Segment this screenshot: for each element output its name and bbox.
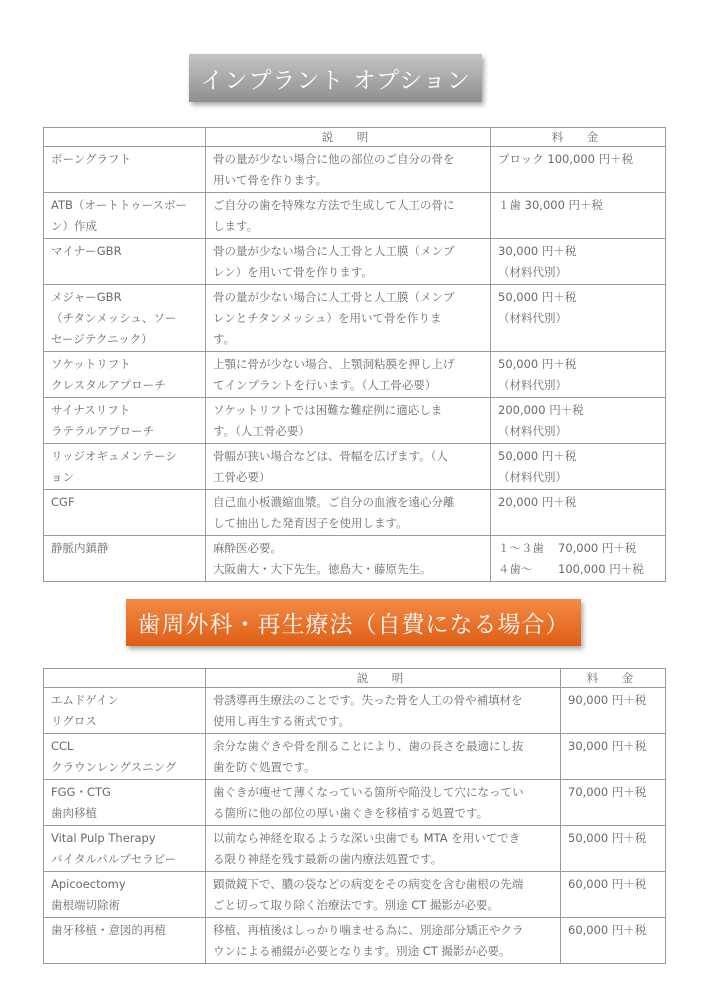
description-cell <box>206 734 561 780</box>
name-line: Vital Pulp Therapy <box>51 831 156 845</box>
fee-cell <box>491 147 666 193</box>
treatment-name-cell <box>44 352 206 398</box>
fee-line: 50,000 円＋税 <box>498 290 577 304</box>
desc-line: 骨の量が少ない場合に人工骨と人工膜（メンブ <box>213 290 455 304</box>
fee-line: （材料代別） <box>498 265 567 279</box>
desc-line: 歯ぐきが痩せて薄くなっている箇所や陥没して穴になってい <box>213 785 524 799</box>
fee-cell <box>491 398 666 444</box>
implant-options-table <box>43 127 666 582</box>
desc-line: 麻酔医必要。 <box>213 541 282 555</box>
section-title: インプラント オプション <box>200 67 471 94</box>
description-cell <box>206 193 491 239</box>
header-description: 説 明 <box>206 128 491 147</box>
header-blank <box>44 128 206 147</box>
name-line: 歯牙移植・意図的再植 <box>51 923 166 937</box>
name-line: バイタルパルプセラピー <box>51 852 177 866</box>
table-row <box>44 918 666 964</box>
name-line: 歯根端切除術 <box>51 898 120 912</box>
name-line: リッジオギュメンテーシ <box>51 449 177 463</box>
fee-line: （材料代別） <box>498 311 567 325</box>
fee-line: 30,000 円＋税 <box>568 739 647 753</box>
desc-line: レンとチタンメッシュ）を用いて骨を作りま <box>213 311 442 325</box>
treatment-name-cell <box>44 239 206 285</box>
treatment-name-cell <box>44 688 206 734</box>
description-cell <box>206 239 491 285</box>
desc-line: 移植、再植後はしっかり噛ませる為に、別途部分矯正やクラ <box>213 923 524 937</box>
fee-line: （材料代別） <box>498 470 567 484</box>
desc-line: てインプラントを行います。（人工骨必要） <box>213 378 437 392</box>
table-row <box>44 826 666 872</box>
periodontal-surgery-banner <box>126 599 581 646</box>
fee-tier <box>498 559 658 580</box>
description-cell <box>206 285 491 352</box>
desc-line: 顕微鏡下で、膿の袋などの病変をその病変を含む歯根の先端 <box>213 877 524 891</box>
desc-line: レン）を用いて骨を作ります。 <box>213 265 373 279</box>
desc-line: ご自分の歯を特殊な方法で生成して人工の骨に <box>213 198 455 212</box>
name-line: FGG・CTG <box>51 785 111 799</box>
desc-line: 余分な歯ぐきや骨を削ることにより、歯の長さを最適にし抜 <box>213 739 524 753</box>
header-description: 説 明 <box>206 669 561 688</box>
name-line: エムドゲイン <box>51 693 119 707</box>
desc-line: して抽出した発育因子を使用します。 <box>213 516 408 530</box>
fee-line: １歯 30,000 円＋税 <box>498 198 604 212</box>
desc-line: 骨の量が少ない場合に他の部位のご自分の骨を <box>213 152 455 166</box>
name-line: ソケットリフト <box>51 357 131 371</box>
fee-line: 60,000 円＋税 <box>568 923 647 937</box>
section-title: 歯周外科・再生療法（自費になる場合） <box>137 612 570 638</box>
description-cell <box>206 398 491 444</box>
name-line: クレスタルアプローチ <box>51 378 166 392</box>
desc-line: ごと切って取り除く治療法です。別途 CT 撮影が必要。 <box>213 898 499 912</box>
desc-line: る箇所に他の部位の厚い歯ぐきを移植する処置です。 <box>213 806 489 820</box>
treatment-name-cell <box>44 490 206 536</box>
fee-line: 200,000 円＋税 <box>498 403 584 417</box>
description-cell <box>206 490 491 536</box>
table-row <box>44 872 666 918</box>
fee-tier-range: ４歯～ <box>498 562 533 576</box>
header-blank <box>44 669 206 688</box>
desc-line: 工骨必要） <box>213 470 271 484</box>
desc-line: 自己血小板濃縮血漿。ご自分の血液を遠心分離 <box>213 495 455 509</box>
desc-line: す。（人工骨必要） <box>213 424 310 438</box>
fee-tier-price: 70,000 円＋税 <box>558 541 637 555</box>
table-row <box>44 239 666 285</box>
fee-line: 50,000 円＋税 <box>568 831 647 845</box>
name-line: CCL <box>51 739 74 753</box>
description-cell <box>206 780 561 826</box>
name-line: 歯肉移植 <box>51 806 97 820</box>
name-line: セージテクニック） <box>51 332 153 346</box>
fee-cell <box>491 444 666 490</box>
name-line: CGF <box>51 495 75 509</box>
name-line: メジャーGBR <box>51 290 122 304</box>
desc-line: す。 <box>213 332 236 346</box>
header-fee: 料 金 <box>561 669 666 688</box>
name-line: ボーングラフト <box>51 152 132 166</box>
desc-line: 骨幅が狭い場合などは、骨幅を広げます。（人 <box>213 449 448 463</box>
fee-line: 50,000 円＋税 <box>498 449 577 463</box>
fee-cell <box>561 872 666 918</box>
description-cell <box>206 352 491 398</box>
treatment-name-cell <box>44 780 206 826</box>
desc-line: る限り神経を残す最新の歯内療法処置です。 <box>213 852 443 866</box>
desc-line: 大阪歯大・大下先生。徳島大・藤原先生。 <box>213 562 432 576</box>
description-cell <box>206 536 491 582</box>
table-row <box>44 193 666 239</box>
name-line: ラテラルアプローチ <box>51 424 155 438</box>
fee-line: 50,000 円＋税 <box>498 357 577 371</box>
description-cell <box>206 826 561 872</box>
name-line: ン）作成 <box>51 219 97 233</box>
periodontal-surgery-table <box>43 668 666 964</box>
table-row <box>44 780 666 826</box>
desc-line: します。 <box>213 219 259 233</box>
name-line: サイナスリフト <box>51 403 131 417</box>
table-row <box>44 352 666 398</box>
desc-line: ウンによる補綴が必要となります。別途 CT 撮影が必要。 <box>213 944 511 958</box>
name-line: Apicoectomy <box>51 877 126 891</box>
fee-line: （材料代別） <box>498 424 567 438</box>
fee-cell <box>491 239 666 285</box>
name-line: マイナーGBR <box>51 244 122 258</box>
fee-tier-price: 100,000 円＋税 <box>558 562 644 576</box>
fee-line: 60,000 円＋税 <box>568 877 647 891</box>
name-line: ATB（オートトゥースボー <box>51 198 188 212</box>
description-cell <box>206 147 491 193</box>
header-fee: 料 金 <box>491 128 666 147</box>
table-header-row <box>44 669 666 688</box>
fee-cell <box>491 352 666 398</box>
fee-cell <box>561 688 666 734</box>
name-line: （チタンメッシュ、ソー <box>51 311 177 325</box>
implant-options-banner <box>189 54 482 102</box>
name-line: 静脈内鎮静 <box>51 541 109 555</box>
table-row <box>44 536 666 582</box>
fee-tier <box>498 538 658 559</box>
table-header-row <box>44 128 666 147</box>
fee-cell <box>561 734 666 780</box>
fee-cell <box>561 826 666 872</box>
treatment-name-cell <box>44 147 206 193</box>
description-cell <box>206 444 491 490</box>
table-row <box>44 490 666 536</box>
name-line: ョン <box>51 470 74 484</box>
desc-line: 上顎に骨が少ない場合、上顎洞粘膜を押し上げ <box>213 357 455 371</box>
treatment-name-cell <box>44 826 206 872</box>
fee-cell <box>561 918 666 964</box>
table-row <box>44 688 666 734</box>
table-row <box>44 734 666 780</box>
treatment-name-cell <box>44 444 206 490</box>
fee-line: ブロック 100,000 円＋税 <box>498 152 634 166</box>
fee-line: （材料代別） <box>498 378 567 392</box>
fee-line: 70,000 円＋税 <box>568 785 647 799</box>
desc-line: 使用し再生する術式です。 <box>213 714 351 728</box>
treatment-name-cell <box>44 398 206 444</box>
fee-cell <box>491 285 666 352</box>
table-row <box>44 444 666 490</box>
treatment-name-cell <box>44 285 206 352</box>
treatment-name-cell <box>44 536 206 582</box>
description-cell <box>206 872 561 918</box>
fee-cell <box>561 780 666 826</box>
fee-cell <box>491 193 666 239</box>
fee-line: 90,000 円＋税 <box>568 693 647 707</box>
desc-line: 骨の量が少ない場合に人工骨と人工膜（メンブ <box>213 244 455 258</box>
table-row <box>44 147 666 193</box>
fee-cell <box>491 490 666 536</box>
desc-line: 骨誘導再生療法のことです。失った骨を人工の骨や補填材を <box>213 693 523 707</box>
description-cell <box>206 688 561 734</box>
treatment-name-cell <box>44 193 206 239</box>
name-line: リグロス <box>51 714 97 728</box>
fee-tier-range: １～３歯 <box>498 541 544 555</box>
fee-cell <box>491 536 666 582</box>
desc-line: ソケットリフトでは困難な難症例に適応しま <box>213 403 443 417</box>
treatment-name-cell <box>44 918 206 964</box>
table-row <box>44 285 666 352</box>
name-line: クラウンレングスニング <box>51 760 177 774</box>
treatment-name-cell <box>44 734 206 780</box>
fee-line: 30,000 円＋税 <box>498 244 577 258</box>
table-row <box>44 398 666 444</box>
description-cell <box>206 918 561 964</box>
treatment-name-cell <box>44 872 206 918</box>
desc-line: 以前なら神経を取るような深い虫歯でも MTA を用いてでき <box>213 831 521 845</box>
desc-line: 歯を防ぐ処置です。 <box>213 760 316 774</box>
fee-line: 20,000 円＋税 <box>498 495 577 509</box>
desc-line: 用いて骨を作ります。 <box>213 173 328 187</box>
